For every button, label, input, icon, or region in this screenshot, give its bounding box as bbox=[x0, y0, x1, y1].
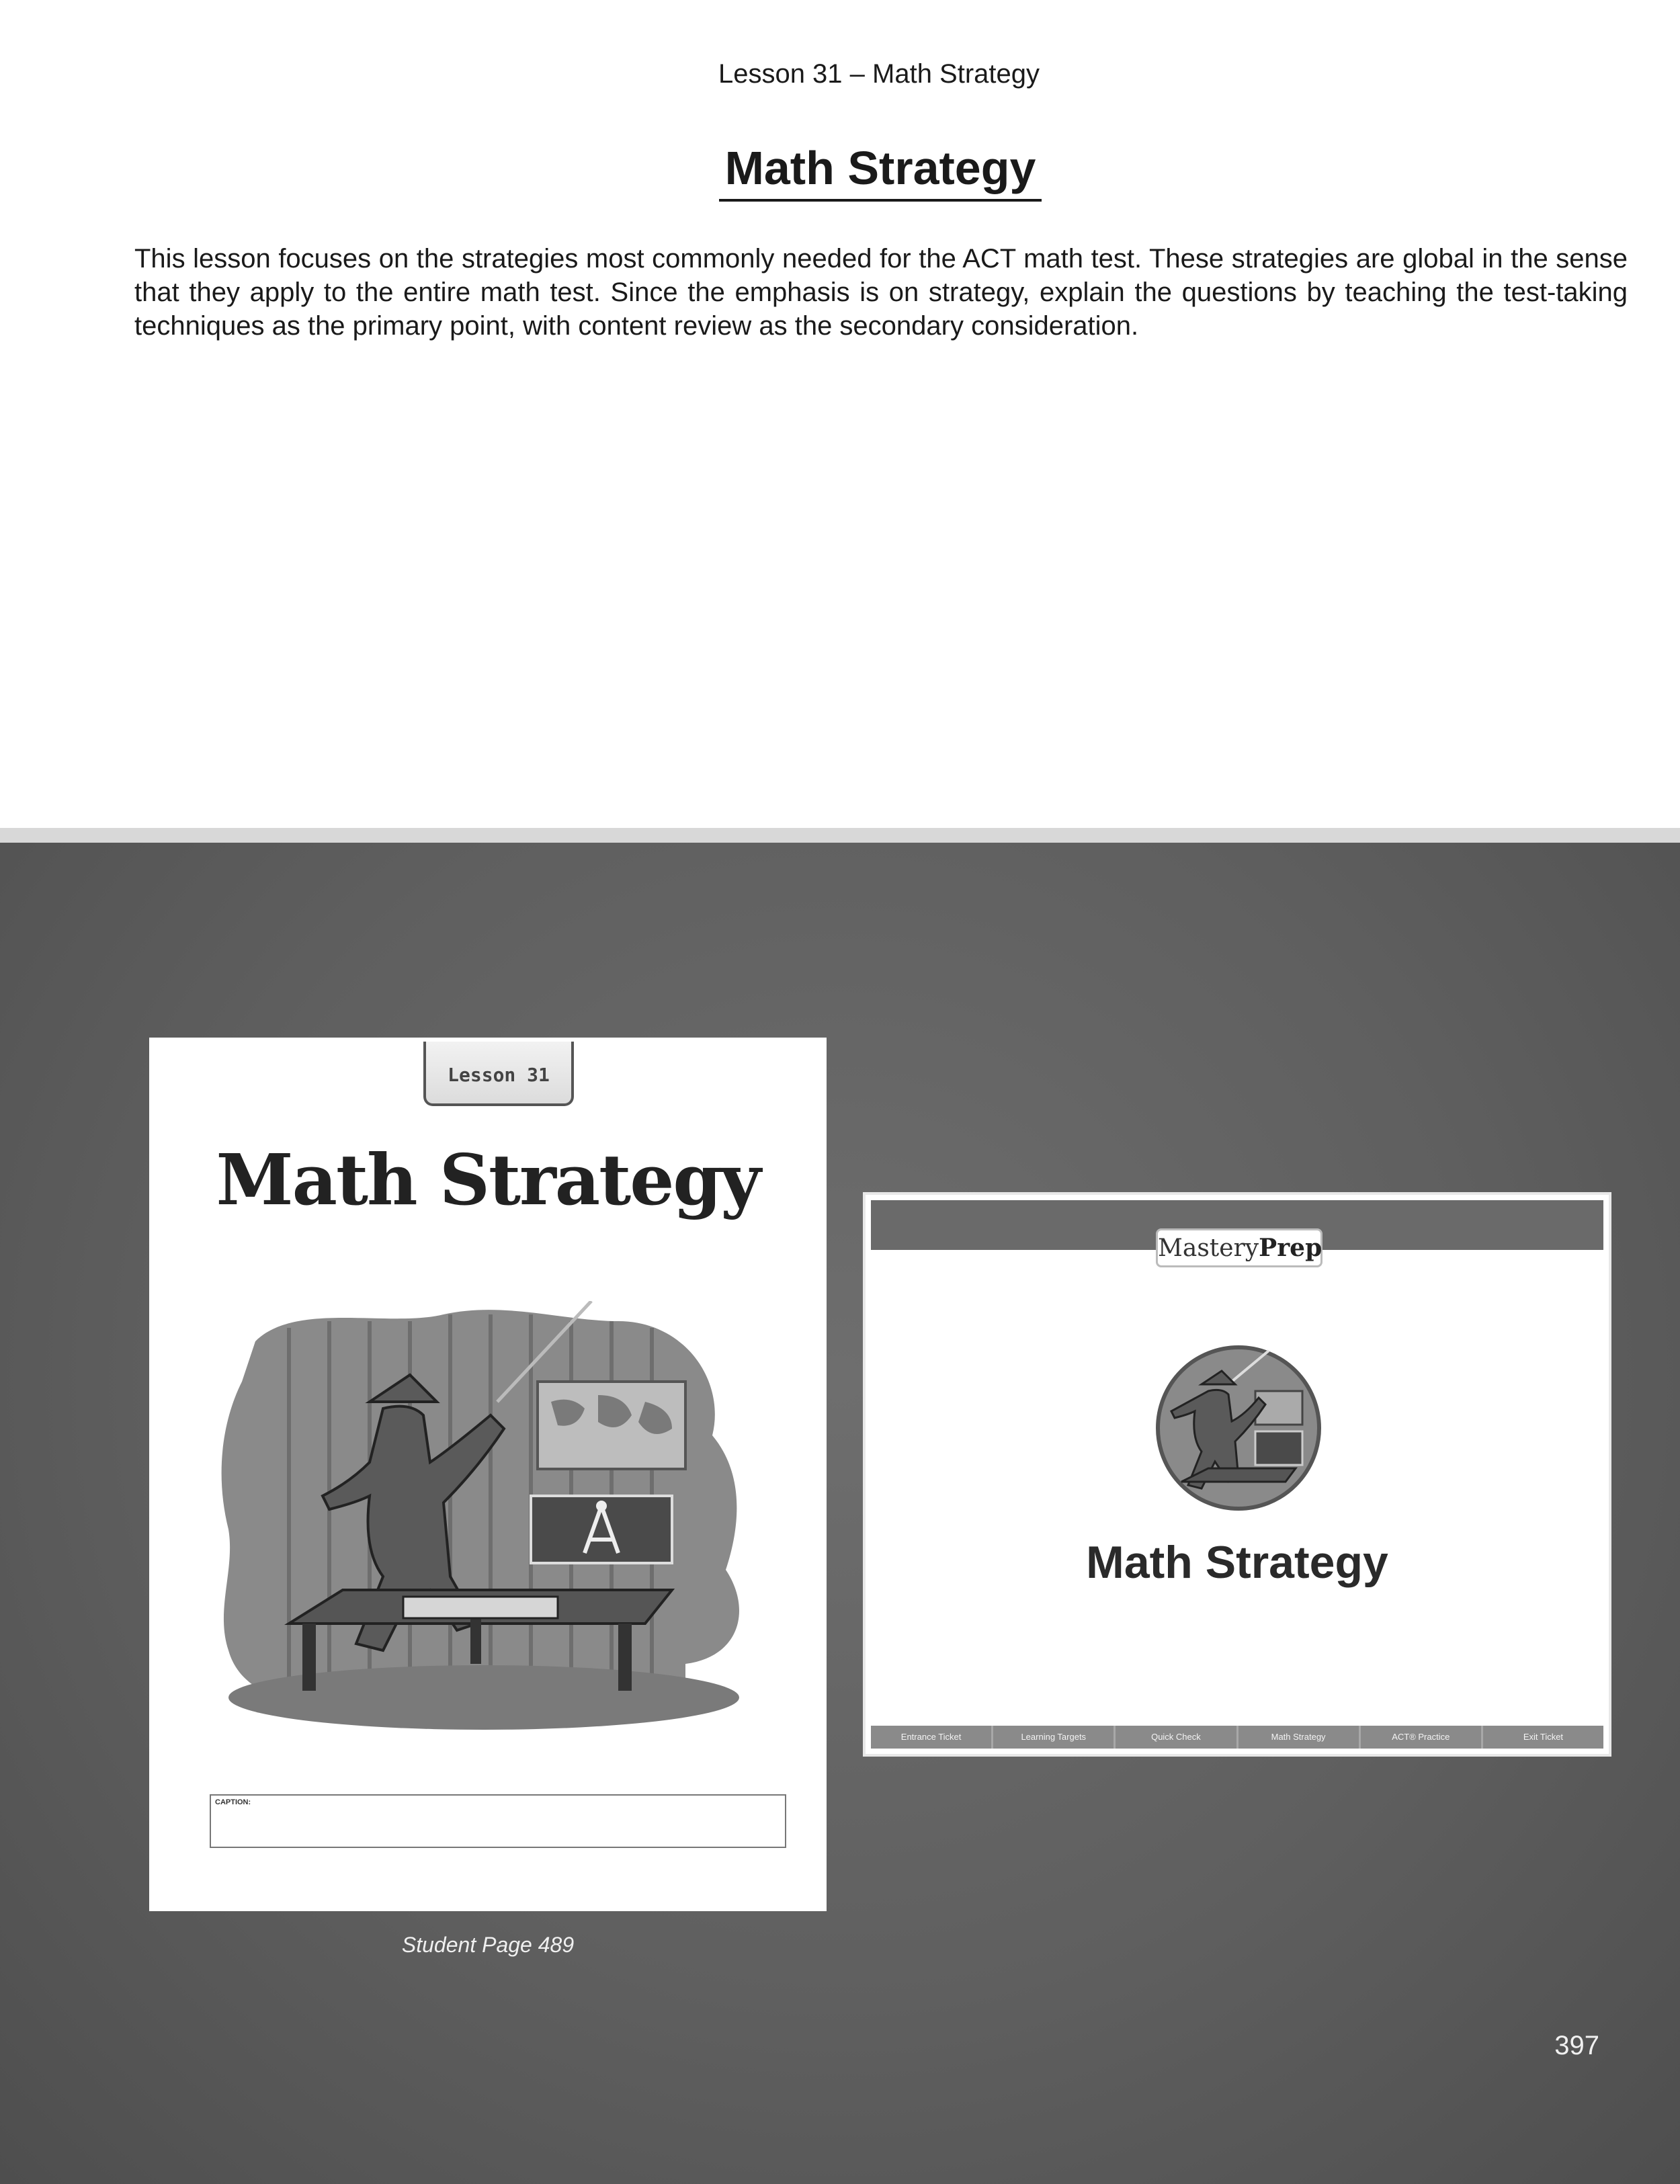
slide-title: Math Strategy bbox=[1086, 1537, 1388, 1588]
student-page-caption: Student Page 489 bbox=[401, 1933, 575, 1957]
caption-label: CAPTION: bbox=[215, 1798, 251, 1806]
nav-math-strategy[interactable]: Math Strategy bbox=[1236, 1726, 1359, 1749]
student-page-thumbnail bbox=[149, 1038, 827, 1911]
lesson-tab: Lesson 31 bbox=[423, 1042, 574, 1106]
student-page-title: Math Strategy bbox=[216, 1138, 760, 1221]
section-divider bbox=[0, 828, 1680, 843]
masteryprep-logo: MasteryPrep bbox=[1156, 1228, 1322, 1267]
slide-thumbnail bbox=[863, 1192, 1611, 1757]
slide-nav-bar bbox=[871, 1726, 1603, 1749]
nav-exit-ticket[interactable]: Exit Ticket bbox=[1481, 1726, 1603, 1749]
caption-box bbox=[210, 1794, 786, 1848]
page-title: Math Strategy bbox=[719, 141, 1042, 202]
intro-paragraph: This lesson focuses on the strategies most commonly needed for the ACT math test. These strategies are global in the sense that they apply to the entire math test. Since the emphasis is on strategy, explain the questions by teaching the test-taking techniques as the primary point, with content review as the secondary consideration. bbox=[134, 244, 1628, 341]
page-number: 397 bbox=[1554, 2031, 1599, 2060]
treasure-map bbox=[403, 1597, 558, 1618]
slide-emblem bbox=[1154, 1344, 1322, 1512]
nav-act-practice[interactable]: ACT® Practice bbox=[1359, 1726, 1481, 1749]
pirate-illustration bbox=[215, 1301, 753, 1731]
nav-quick-check[interactable]: Quick Check bbox=[1114, 1726, 1236, 1749]
page-header: Lesson 31 – Math Strategy bbox=[718, 59, 1040, 89]
nav-learning-targets[interactable]: Learning Targets bbox=[991, 1726, 1114, 1749]
nav-entrance-ticket[interactable]: Entrance Ticket bbox=[900, 1732, 962, 1742]
